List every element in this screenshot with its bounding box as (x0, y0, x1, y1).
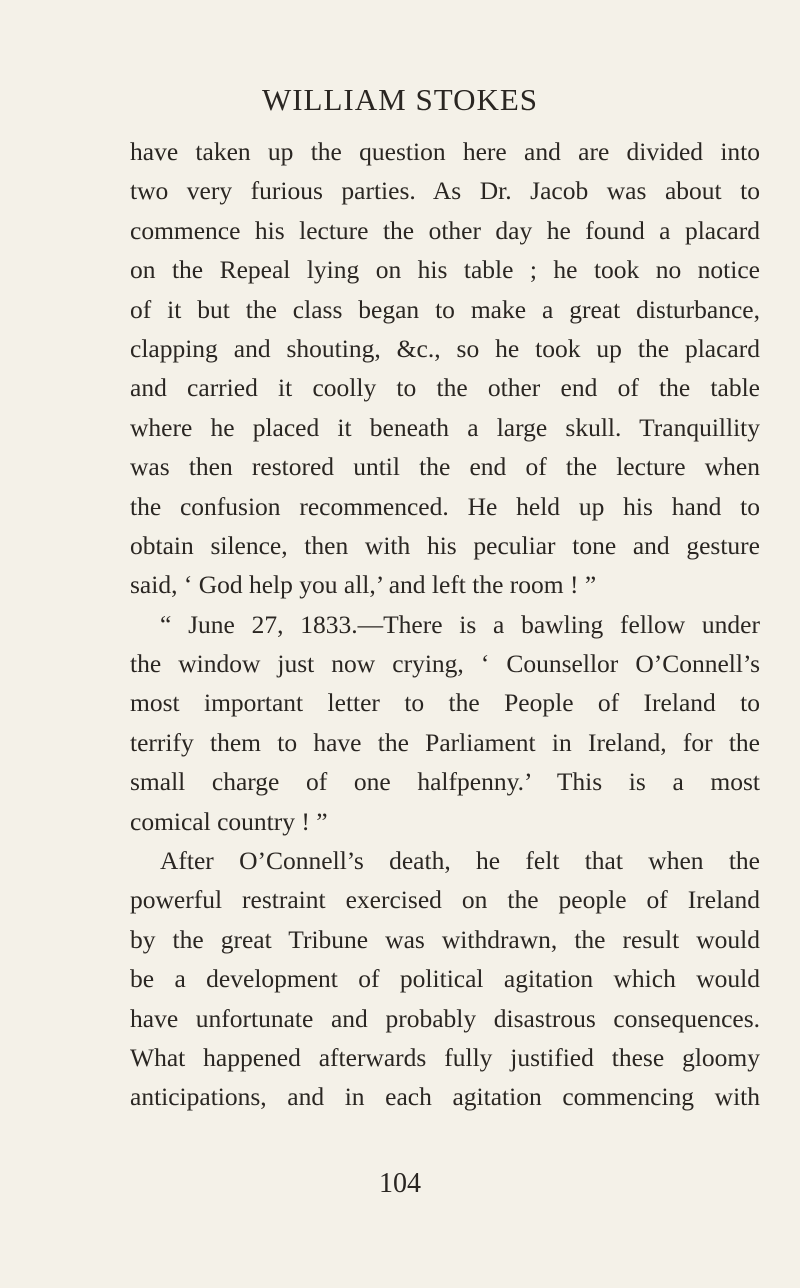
text-line: be a development of political agitation which would (130, 964, 760, 994)
text-line: the window just now crying, ‘ Counsellor O’Connell’s (130, 649, 760, 679)
running-head: WILLIAM STOKES (261, 82, 539, 117)
page-number: 104 (379, 1168, 421, 1199)
text-line: What happened afterwards fully justified these gloomy (130, 1042, 760, 1072)
text-line: where he placed it beneath a large skull. Tranquillity (130, 412, 760, 442)
text-line: said, ‘ God help you all,’ and left the room ! ” (130, 570, 597, 600)
text-line: obtain silence, then with his peculiar tone and gesture (130, 530, 760, 560)
text-line: by the great Tribune was withdrawn, the result would (130, 924, 760, 954)
text-line: two very furious parties. As Dr. Jacob was about to (130, 176, 760, 206)
text-line: on the Repeal lying on his table ; he took no notice (130, 255, 760, 285)
text-line: was then restored until the end of the lecture when (130, 452, 760, 482)
text-line: powerful restraint exercised on the people of Ireland (130, 885, 760, 915)
text-line: “ June 27, 1833.—There is a bawling fellow under (160, 609, 760, 639)
text-line: anticipations, and in each agitation commencing with (130, 1082, 760, 1112)
body-text (130, 132, 760, 1117)
text-line: After O’Connell’s death, he felt that when the (160, 846, 760, 876)
text-line: the confusion recommenced. He held up his hand to (130, 491, 760, 521)
text-line: comical country ! ” (130, 806, 328, 836)
text-line: have taken up the question here and are divided into (130, 137, 760, 166)
text-line: terrify them to have the Parliament in Ireland, for the (130, 727, 760, 757)
text-line: most important letter to the People of Ireland to (130, 688, 760, 718)
text-line: of it but the class began to make a great disturbance, (130, 294, 760, 324)
text-line: small charge of one halfpenny.’ This is a most (130, 767, 760, 797)
text-line: commence his lecture the other day he found a placard (130, 215, 760, 245)
text-line: and carried it coolly to the other end of the table (130, 373, 760, 403)
text-line: have unfortunate and probably disastrous consequences. (130, 1003, 760, 1033)
text-line: clapping and shouting, &c., so he took up the placard (130, 333, 760, 363)
